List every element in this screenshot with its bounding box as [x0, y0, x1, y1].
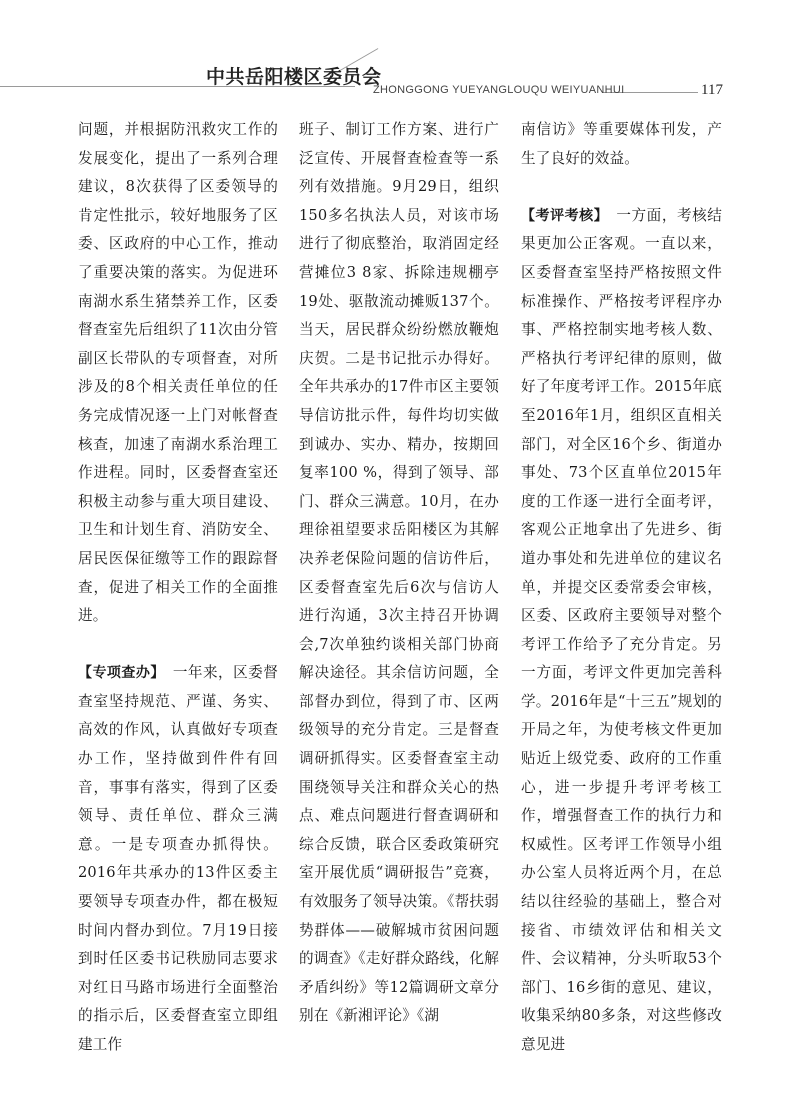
- paragraph-body: 一方面，考核结果更加公正客观。一直以来，区委督查室坚持严格按照文件标准操作、严格按考评程序办事、严格控制实地考核人数、严格执行考评纪律的原则，做好了年度考评工作。2015年底至2016年1月，组织区直相关部门，对全区16个乡、街道办事处、73个区直单位2015年度的工作逐一进行全面考评，客观公正地拿出了先进乡、街道办事处和先进单位的建议名单，并提交区委常委会审核，区委、区政府主要领导对整个考评工作给予了充分肯定。另一方面，考评文件更加完善科学。2016年是“十三五”规划的开局之年，为使考核文件更加贴近上级党委、政府的工作重心，进一步提升考评考核工作，增强督查工作的执行力和权威性。区考评工作领导小组办公室人员将近两个月，在总结以往经验的基础上，整合对接省、市绩效评估和相关文件、会议精神，分头听取53个部门、16乡街的意见、建议，收集采纳80多条，对这些修改意见进: [521, 206, 722, 1053]
- running-header-title: 中共岳阳楼区委员会: [206, 66, 382, 88]
- paragraph: 南信访》等重要媒体刊发，产生了良好的效益。: [521, 121, 722, 167]
- paragraph-body: 一年来，区委督查室坚持规范、严谨、务实、高效的作风，认真做好专项查办工作，坚持做到件件有回音，事事有落实，得到了区委领导、责任单位、群众三满意。一是专项查办抓得快。2016年共承办的13件区委主要领导专项查办件，都在极短时间内督办到位。7月19日接到时任区委书记秩励同志要求对红日马路市场进行全面整治的指示后，区委督查室立即组建工作: [78, 664, 278, 1053]
- page-number: 117: [701, 82, 723, 98]
- running-header-pinyin: ZHONGGONG YUEYANGLOUQU WEIYUANHUI: [373, 84, 625, 96]
- paragraph-special-handling: [78, 659, 278, 1059]
- text-column-2: [299, 116, 499, 1031]
- section-label-evaluation: 【考评考核】: [521, 207, 602, 224]
- text-column-1: [78, 116, 278, 1060]
- paragraph-evaluation: [521, 202, 722, 1060]
- paragraph: 问题，并根据防汛救灾工作的发展变化，提出了一系列合理建议，8次获得了区委领导的肯定性批示，较好地服务了区委、区政府的中心工作，推动了重要决策的落实。为促进环南湖水系生猪禁养工作，区委督查室先后组织了11次由分管副区长带队的专项督查，对所涉及的8个相关责任单位的任务完成情况逐一上门对帐督查核查，加速了南湖水系治理工作进程。同时，区委督查室还积极主动参与重大项目建设、卫生和计划生育、消防安全、居民医保征缴等工作的跟踪督查，促进了相关工作的全面推进。: [78, 121, 278, 625]
- text-column-3: [521, 116, 722, 1060]
- section-label-special-handling: 【专项查办】: [78, 665, 158, 682]
- paragraph: 班子、制订工作方案、进行广泛宣传、开展督查检查等一系列有效措施。9月29日，组织150多名执法人员，对该市场进行了彻底整治，取消固定经营摊位3 8家、拆除违规棚亭19处、驱散流动摊贩137个。当天，居民群众纷纷燃放鞭炮庆贺。二是书记批示办得好。全年共承办的17件市区主要领导信访批示件，每件均切实做到诚办、实办、精办，按期回复率100 %，得到了领导、部门、群众三满意。10月，在办理徐祖望要求岳阳楼区为其解决养老保险问题的信访件后，区委督查室先后6次与信访人进行沟通，3次主持召开协调会,7次单独约谈相关部门协商解决途径。其余信访问题，全部督办到位，得到了市、区两级领导的充分肯定。三是督查调研抓得实。区委督查室主动围绕领导关注和群众关心的热点、难点问题进行督查调研和综合反馈，联合区委政策研究室开展优质“调研报告”竞赛，有效服务了领导决策。《帮扶弱势群体——破解城市贫困问题的调查》《走好群众路线，化解矛盾纠纷》等12篇调研文章分别在《新湘评论》《湖: [299, 121, 499, 1025]
